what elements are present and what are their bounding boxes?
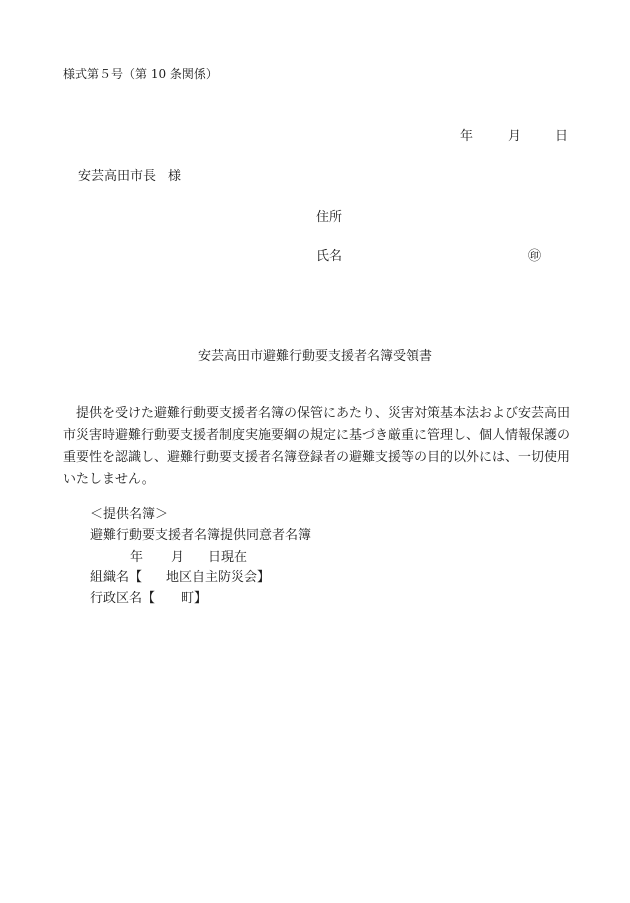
- addressee-honorific: 様: [168, 169, 182, 184]
- addressee: [78, 165, 181, 184]
- organization-line: [90, 566, 270, 585]
- address-label: 住所: [316, 210, 343, 225]
- organization-prefix: 組織名【: [90, 570, 143, 585]
- organization-suffix: 地区自主防災会】: [166, 570, 271, 585]
- body-paragraph: 提供を受けた避難行動要支援者名簿の保管にあたり、災害対策基本法および安芸高田市災害時避難行動要支援者制度実施要綱の規定に基づき厳重に管理し、個人情報保護の重要性を認識し、避難行動要支援者名簿登録者の避難支援等の目的以外には、一切使用いたしません。: [63, 406, 571, 487]
- name-label: 氏名: [316, 249, 343, 264]
- seal-mark: ㊞: [528, 249, 542, 264]
- date-day-label: 日: [555, 129, 569, 144]
- document-title: 安芸高田市避難行動要支援者名簿受領書: [197, 349, 432, 364]
- provided-list-item: 避難行動要支援者名簿提供同意者名簿: [90, 528, 312, 543]
- ward-prefix: 行政区名【: [90, 591, 156, 606]
- ward-line: [90, 587, 207, 606]
- ward-suffix: 町】: [181, 591, 208, 606]
- as-of-day-suffix: 日現在: [208, 550, 248, 565]
- addressee-name: 安芸高田市長: [78, 169, 157, 184]
- form-number: 様式第５号（第 10 条関係）: [63, 67, 218, 81]
- date-year-label: 年: [460, 129, 474, 144]
- provided-list-heading: ＜提供名簿＞: [90, 507, 169, 522]
- as-of-month-label: 月: [171, 550, 185, 565]
- date-month-label: 月: [508, 129, 522, 144]
- as-of-year-label: 年: [130, 550, 144, 565]
